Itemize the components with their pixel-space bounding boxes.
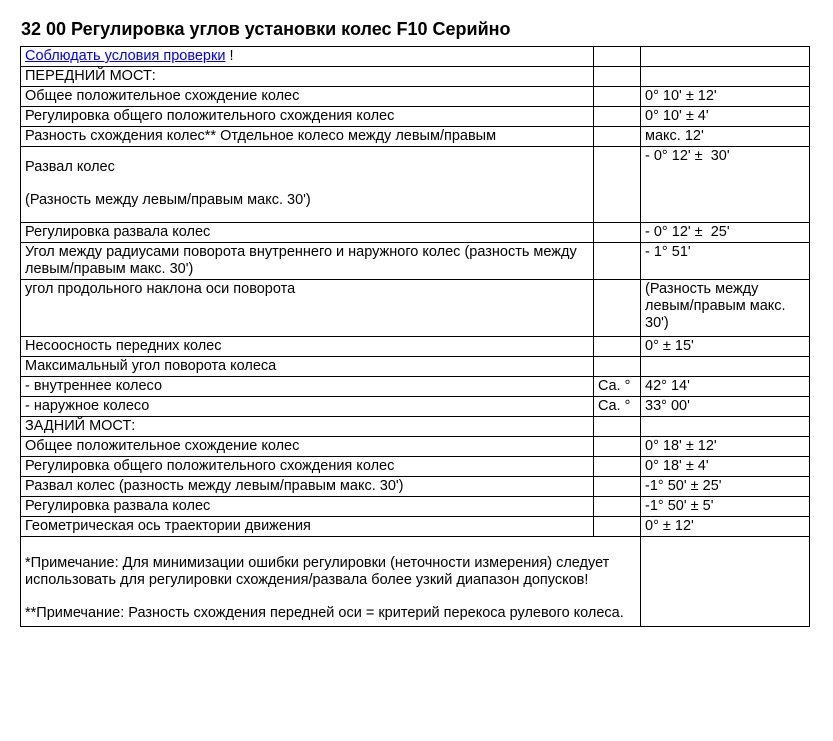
spec-value: 0° ± 12' [641,517,810,537]
empty-cell [594,337,641,357]
spec-label: Общее положительное схождение колес [21,437,594,457]
empty-cell [594,47,641,67]
spec-label: Развал колес (разность между левым/правым макс. 30') [21,477,594,497]
front-axle-header: ПЕРЕДНИЙ МОСТ: [21,67,594,87]
spec-value: -1° 50' ± 5' [641,497,810,517]
spec-value: - 0° 12' ± 25' [641,223,810,243]
spec-label: Регулировка общего положительного схождения колес [21,457,594,477]
table-row [21,377,810,397]
empty-cell [641,357,810,377]
spec-label: Регулировка развала колес [21,497,594,517]
spec-label: Максимальный угол поворота колеса [21,357,594,377]
empty-cell [594,477,641,497]
section-header-row [21,417,810,437]
alignment-spec-table [20,46,810,627]
spec-label: Разность схождения колес** Отдельное колесо между левым/правым [21,127,594,147]
spec-value: - 1° 51' [641,243,810,280]
spec-label: Развал колес [25,159,115,175]
empty-cell [594,517,641,537]
table-row [21,477,810,497]
spec-value: 0° 18' ± 12' [641,437,810,457]
table-row [21,437,810,457]
spec-label: Угол между радиусами поворота внутреннего и наружного колес (разность между левым/правым макс. 30') [21,243,594,280]
section-header-row [21,67,810,87]
spec-value: 33° 00' [641,397,810,417]
empty-cell [641,417,810,437]
spec-mark [594,87,641,107]
spec-label: Регулировка общего положительного схождения колес [21,107,594,127]
empty-cell [594,357,641,377]
table-row [21,497,810,517]
empty-cell [641,67,810,87]
camber-cell [21,147,594,223]
empty-cell [594,417,641,437]
check-conditions-link[interactable]: Соблюдать условия проверки [25,48,226,64]
spec-label: - наружное колесо [21,397,594,417]
check-conditions-suffix: ! [225,48,234,64]
empty-cell [594,67,641,87]
empty-cell [594,457,641,477]
spec-value: 0° 18' ± 4' [641,457,810,477]
spec-note: (Разность между левым/правым макс. 30') [25,192,311,208]
empty-cell [594,437,641,457]
table-row [21,397,810,417]
table-row [21,517,810,537]
empty-cell [641,537,810,627]
spec-mark [594,127,641,147]
spec-value: 0° 10' ± 4' [641,107,810,127]
table-row [21,243,810,280]
rear-axle-header: ЗАДНИЙ МОСТ: [21,417,594,437]
spec-label: Геометрическая ось траектории движения [21,517,594,537]
spec-label: - внутреннее колесо [21,377,594,397]
table-row [21,147,810,223]
spec-value: макс. 12' [641,127,810,147]
spec-label: Несоосность передних колес [21,337,594,357]
empty-cell [594,497,641,517]
empty-cell [594,223,641,243]
note-toe-difference: **Примечание: Разность схождения передней оси = критерий перекоса рулевого колеса. [25,605,624,621]
check-conditions-cell [21,47,594,67]
spec-label: Общее положительное схождение колес [21,87,594,107]
spec-label: угол продольного наклона оси поворота [21,280,594,337]
table-row [21,107,810,127]
table-row [21,223,810,243]
spec-value: 0° ± 15' [641,337,810,357]
spec-value: (Разность между левым/правым макс. 30') [641,280,810,337]
spec-value: 0° 10' ± 12' [641,87,810,107]
spec-mark [594,107,641,127]
table-row [21,87,810,107]
notes-row [21,537,810,627]
table-row [21,127,810,147]
page-title: 32 00 Регулировка углов установки колес F10 Серийно [21,19,511,39]
table-row [21,47,810,67]
empty-cell [594,243,641,280]
empty-cell [594,147,641,223]
table-row [21,357,810,377]
empty-cell [641,47,810,67]
empty-cell [594,280,641,337]
spec-mark: Ca. ° [594,397,641,417]
spec-value: -1° 50' ± 25' [641,477,810,497]
spec-mark: Ca. ° [594,377,641,397]
table-row [21,280,810,337]
note-tolerance: *Примечание: Для минимизации ошибки регулировки (неточности измерения) следует использовать для регулировки схождения/развала более узкий диапазон допусков! [25,555,610,588]
table-row [21,457,810,477]
notes-cell [21,537,641,627]
spec-label: Регулировка развала колес [21,223,594,243]
spec-value: 42° 14' [641,377,810,397]
table-row [21,337,810,357]
spec-value: - 0° 12' ± 30' [641,147,810,223]
